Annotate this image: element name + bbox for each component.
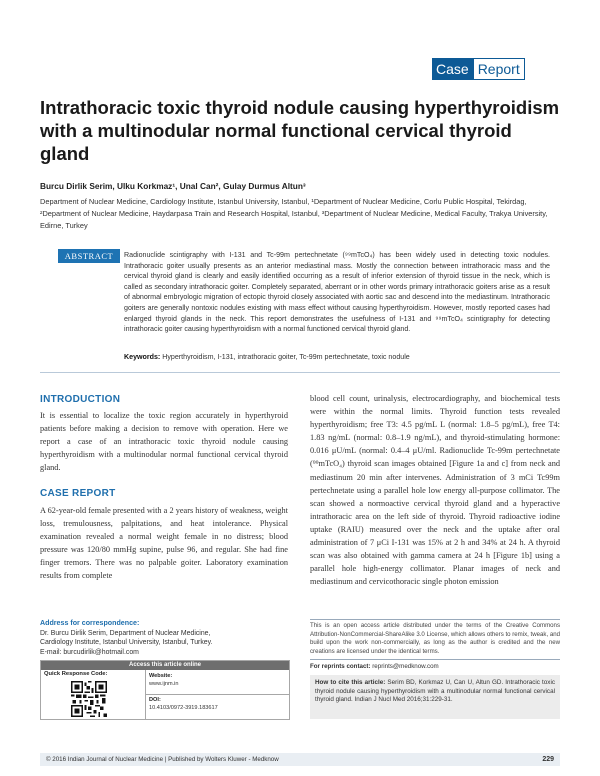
- page-number: 229: [542, 756, 554, 763]
- keywords-value: Hyperthyroidism, I-131, intrathoracic goiter, Tc-99m pertechnetate, toxic nodule: [162, 353, 410, 361]
- website-link[interactable]: www.ijnm.in: [149, 680, 179, 687]
- abstract-text: Radionuclide scintigraphy with I-131 and Tc-99m pertechnetate (⁹⁹mTcO₄) has been widely used in detecting toxic nodules. Intrathoracic goiter usually presents as an anterior mediastinal mass. Mostly the connection between intrathoracic mass and the cervical thyroid gland is clearly and easily identified occurring as a result of inferior extension of thyroid tissue in the neck, which is called as secondary intrathoracic goiter. Completely separated, aberrant or in other words primary intrathoracic goiters arise as a result of abnormal embryologic migration of ectopic thyroid closely associated with aortic sac and descend into the mediastinum. Intrathoracic goiters are generally nontoxic nodules existing with mass effect without causing hyperthyroidism. However, mostly reported cases had enlarged thyroid glands in the neck. This report demonstrates the usefulness of I-131 and ⁹⁹mTcO₄ scintigraphy for detecting intrathoracic goiter causing hyperthyroidism with a normal functioned cervical thyroid gland.: [124, 251, 550, 334]
- website-label: Website:: [149, 673, 173, 679]
- section-divider: [40, 372, 560, 373]
- right-column-text: blood cell count, urinalysis, electrocardiography, and biochemical tests were within the normal limits. Thyroid function tests revealed hyperthyroidism; free T3: 4.5 pg/mL L (normal: 1.8–5 pg/mL), free T4: 1.83 ng/mL (normal: 0.8–1.9 ng/mL), and thyroid-stimulating hormone: 0.016 μU/mL (normal: 0.4–4 μU/ml. Radionuclide Tc-99m pertechnetate (⁹⁹mTcO₄) thyroid scan images obtained [Figure 1a and c] from neck and mediastinum 20 min after intervenes. Administration of 3 mCi Tc99m pertechnetate using a parallel hole low energy all-purpose collimator. The scan showed a normoactive cervical thyroid gland and a hyperactive intrathoracic area on the left side of thyroid. Thyroid radioactive iodine uptake (RAIU) measured over the neck and the uptake after oral administration of 7 μCi I-131 was 15% at 2 h and 34% at 24 h. A thyroid scan was also obtained with gamma camera at 24 h [Figure 1b] using a parallel hole high-energy collimator. Planar images of neck and mediastinum and cervicothoracic single photon emission: [310, 394, 560, 587]
- correspondence-block: [40, 619, 290, 657]
- qr-code-icon[interactable]: [71, 681, 107, 717]
- author-list: Burcu Dirlik Serim, Ulku Korkmaz¹, Unal Can², Gulay Durmus Altun³: [40, 181, 306, 191]
- doi-link[interactable]: 10.4103/0972-3919.183617: [149, 704, 218, 711]
- keywords: [124, 353, 550, 361]
- article-type-tag: [432, 58, 525, 80]
- abstract-label: ABSTRACT: [58, 249, 120, 263]
- qr-panel: [41, 670, 146, 719]
- case-report-text: A 62-year-old female presented with a 2 years history of weakness, weight loss, tremulousness, palpitations, and heat intolerance. Physical examination revealed a normal weight female in no distress; blood pressure was 120/80 mmHg supine, pulse 96, and regular. She had fine finger tremors. There was no palpable goiter. Laboratory examination results from complete: [40, 506, 288, 581]
- how-to-cite-box: [310, 675, 560, 719]
- correspondence-email[interactable]: E-mail: burcudirlik@hotmail.com: [40, 648, 139, 656]
- introduction-text: It is essential to localize the toxic region accurately in hyperthyroid patients before making a decision to remove with operation. Here we report a case of an intrathoracic toxic thyroid nodule causing hyperthyroidism with a multinodular normal functional cervical thyroid gland.: [40, 411, 288, 473]
- access-details: [149, 670, 287, 712]
- correspondence-label: Address for correspondence:: [40, 619, 140, 627]
- correspondence-line: Dr. Burcu Dirlik Serim, Department of Nuclear Medicine,: [40, 629, 211, 637]
- affiliations: Department of Nuclear Medicine, Cardiology Institute, Istanbul University, Istanbul, ¹Department of Nuclear Medicine, Corlu Public Hospital, Tekirdag, ²Department of Nuclear Medicine, Haydarpasa Train and Research Hospital, Istanbul, ³Department of Nuclear Medicine, Medical Faculty, Trakya University, Edirne, Turkey: [40, 197, 548, 230]
- reprints-line: [310, 659, 560, 670]
- page-footer: [40, 753, 560, 766]
- access-online-box: [40, 660, 290, 720]
- article-type-report: Report: [473, 58, 525, 80]
- qr-label: Quick Response Code:: [44, 671, 108, 677]
- footer-copyright: © 2016 Indian Journal of Nuclear Medicine | Published by Wolters Kluwer - Medknow: [46, 756, 279, 763]
- access-divider: [146, 694, 290, 695]
- reprints-email[interactable]: reprints@medknow.com: [372, 663, 439, 670]
- doi-label: DOI:: [149, 697, 161, 703]
- cite-text: Serim BD, Korkmaz U, Can U, Altun GD. Intrathoracic toxic thyroid nodule causing hyperthyroidism with a multinodular normal functional cervical thyroid gland. Indian J Nucl Med 2016;31:229-31.: [315, 679, 555, 704]
- reprints-label: For reprints contact:: [310, 663, 371, 670]
- license-text: This is an open access article distributed under the terms of the Creative Commons Attribution-NonCommercial-ShareAlike 3.0 License, which allows others to remix, tweak, and build upon the work non-commercially, as long as the author is credited and the new creations are licensed under the identical terms.: [310, 619, 560, 656]
- article-type-case: Case: [432, 58, 473, 80]
- article-title: Intrathoracic toxic thyroid nodule causing hyperthyroidism with a multinodular normal functional cervical thyroid gland: [40, 97, 560, 164]
- keywords-label: Keywords:: [124, 353, 161, 361]
- access-online-bar: Access this article online: [41, 661, 289, 670]
- cite-label: How to cite this article:: [315, 679, 386, 686]
- introduction-heading: INTRODUCTION: [40, 394, 121, 405]
- correspondence-line: Cardiology Institute, Istanbul University, Istanbul, Turkey.: [40, 639, 213, 646]
- case-report-heading: CASE REPORT: [40, 488, 116, 499]
